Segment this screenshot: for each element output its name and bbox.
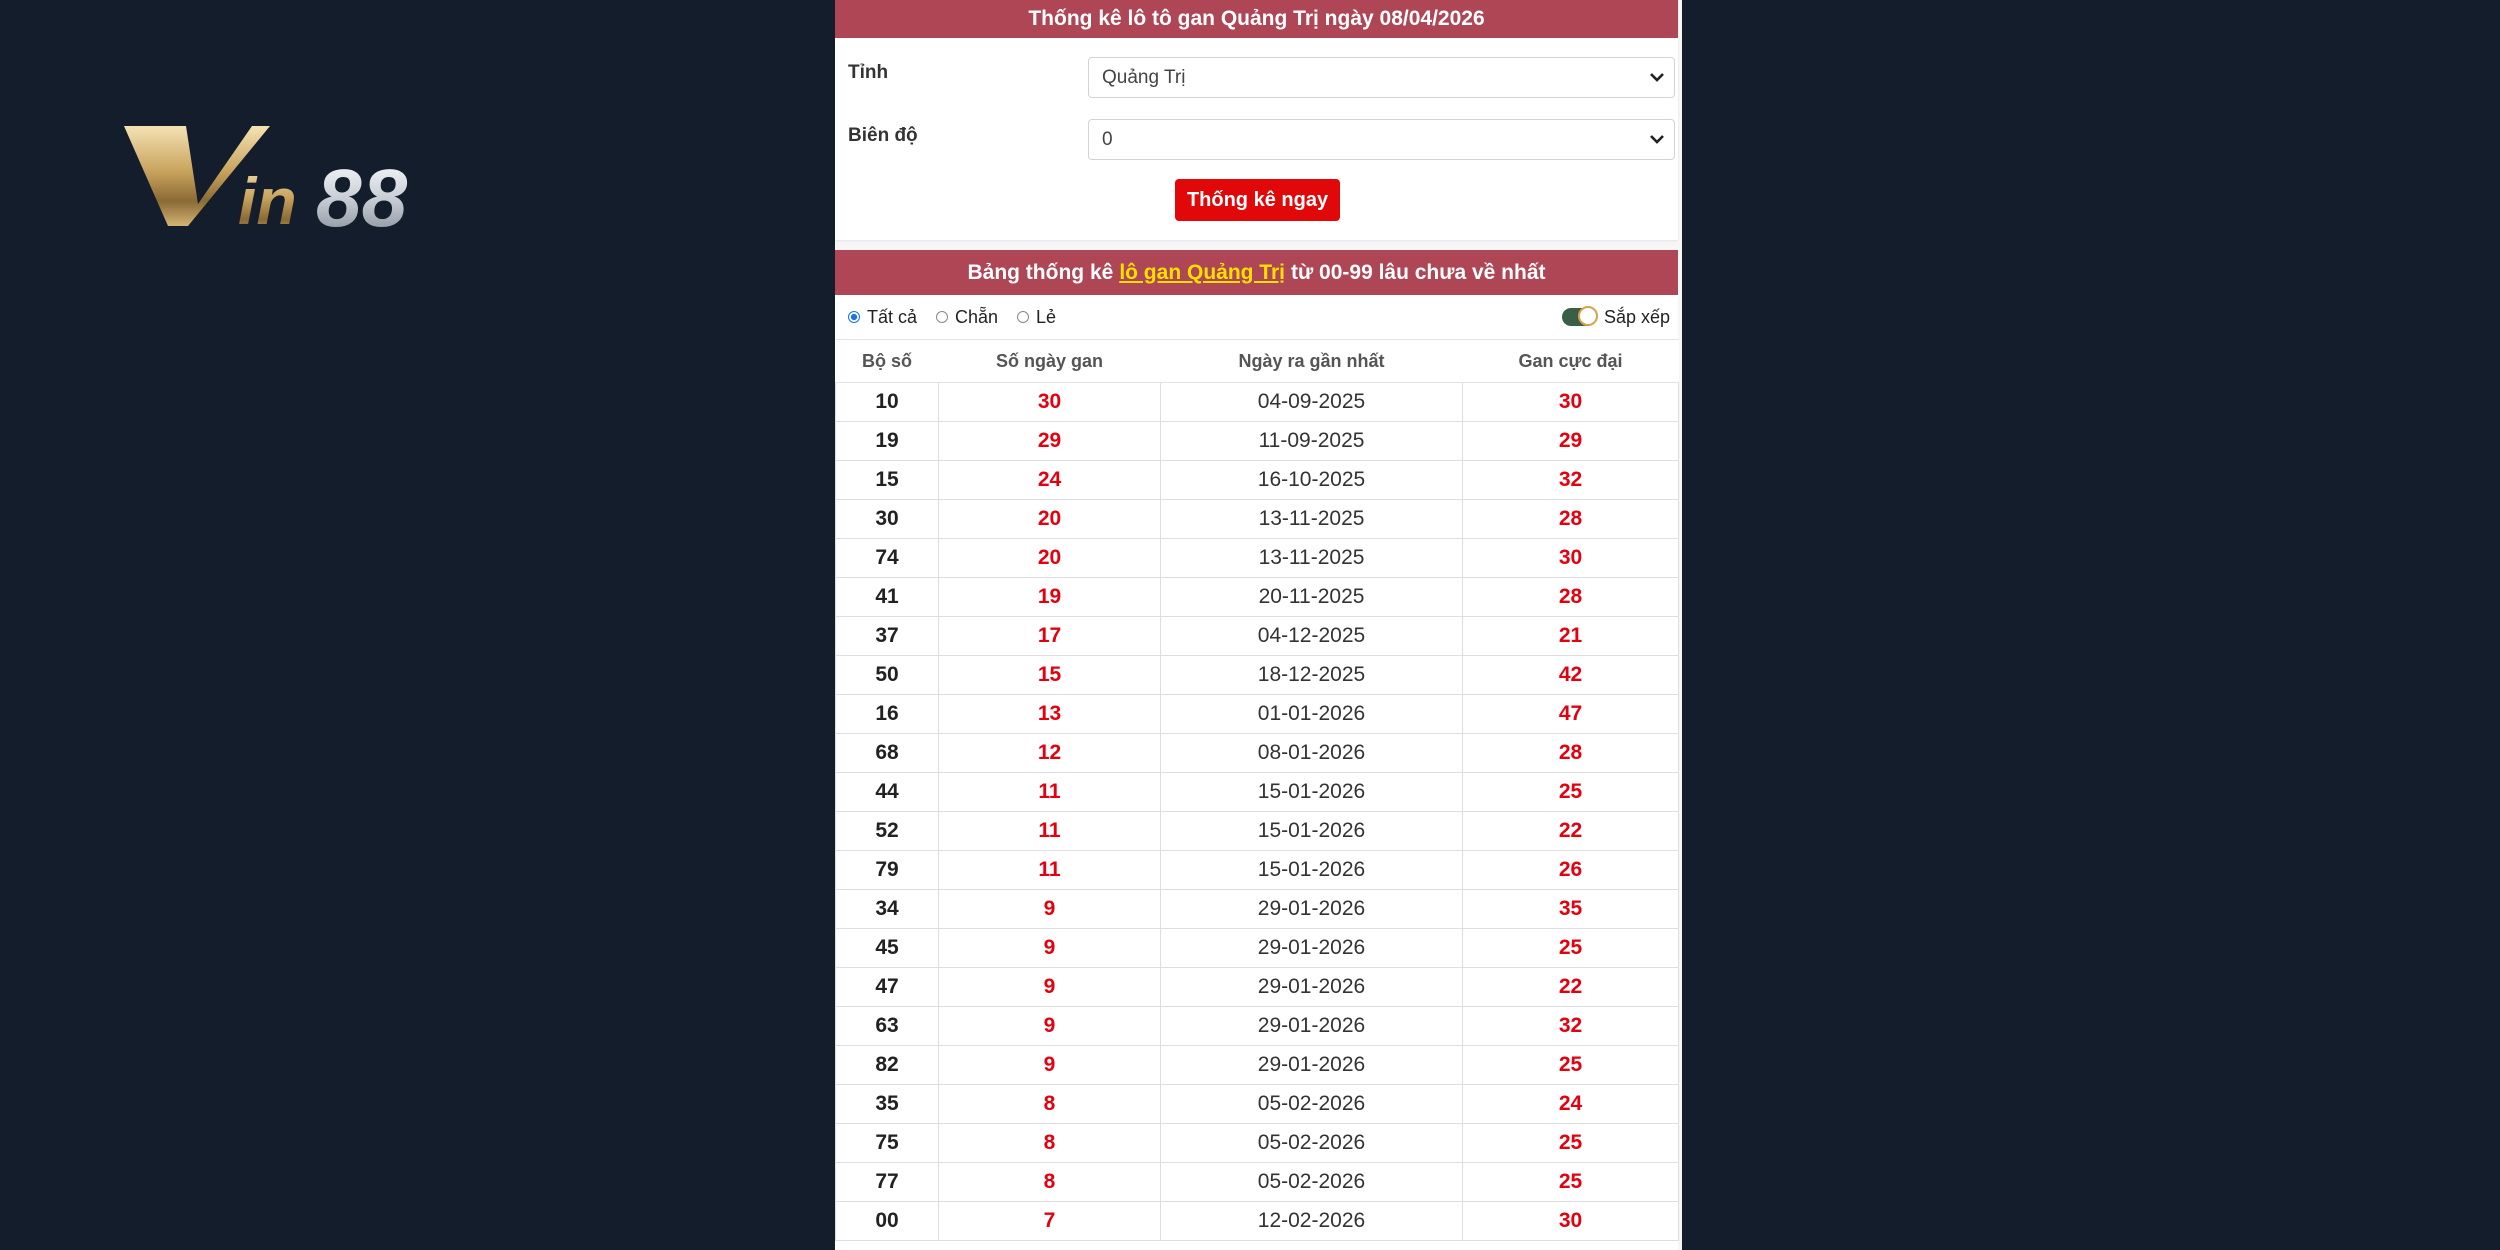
lottery-number-cell: 37 [836,617,939,656]
gan-days-cell: 30 [939,383,1161,422]
table-row [836,617,1679,656]
results-box [835,250,1678,1250]
last-date-cell: 04-09-2025 [1161,383,1463,422]
lottery-stats-panel [835,0,1682,1250]
number-filter-bar [835,295,1678,339]
lottery-number-cell: 77 [836,1163,939,1202]
gan-days-cell: 24 [939,461,1161,500]
results-title [835,250,1678,295]
max-gan-cell: 25 [1463,1163,1679,1202]
lottery-number-cell: 45 [836,929,939,968]
gan-days-cell: 11 [939,812,1161,851]
gan-days-cell: 29 [939,422,1161,461]
gan-days-cell: 20 [939,539,1161,578]
table-row [836,578,1679,617]
max-gan-cell: 28 [1463,578,1679,617]
max-gan-cell: 24 [1463,1085,1679,1124]
max-gan-cell: 42 [1463,656,1679,695]
lottery-number-cell: 16 [836,695,939,734]
table-row [836,1163,1679,1202]
gan-days-cell: 19 [939,578,1161,617]
max-gan-cell: 35 [1463,890,1679,929]
last-date-cell: 05-02-2026 [1161,1163,1463,1202]
province-label: Tỉnh [848,62,889,83]
lottery-number-cell: 15 [836,461,939,500]
max-gan-cell: 32 [1463,461,1679,500]
toggle-switch-icon [1562,308,1596,326]
results-title-prefix: Bảng thống kê [967,260,1114,284]
last-date-cell: 13-11-2025 [1161,500,1463,539]
filter-odd-radio[interactable] [1017,295,1056,339]
max-gan-cell: 32 [1463,1007,1679,1046]
filter-even-label: Chẵn [955,306,999,327]
lottery-number-cell: 30 [836,500,939,539]
max-gan-cell: 26 [1463,851,1679,890]
gan-days-cell: 9 [939,968,1161,1007]
table-row [836,734,1679,773]
range-select[interactable] [1088,119,1675,160]
table-row [836,1124,1679,1163]
radio-unchecked-icon [1017,311,1029,323]
gan-days-cell: 9 [939,1046,1161,1085]
table-row [836,461,1679,500]
gan-days-cell: 8 [939,1163,1161,1202]
column-header: Số ngày gan [939,340,1161,383]
lottery-number-cell: 19 [836,422,939,461]
filter-box-title: Thống kê lô tô gan Quảng Trị ngày 08/04/2026 [835,0,1678,38]
lottery-number-cell: 10 [836,383,939,422]
table-row [836,851,1679,890]
gan-days-cell: 8 [939,1085,1161,1124]
lottery-number-cell: 75 [836,1124,939,1163]
gan-days-cell: 20 [939,500,1161,539]
last-date-cell: 15-01-2026 [1161,812,1463,851]
filter-box [835,0,1678,240]
max-gan-cell: 30 [1463,383,1679,422]
gan-days-cell: 9 [939,929,1161,968]
filter-all-radio[interactable] [848,295,917,339]
lottery-number-cell: 35 [836,1085,939,1124]
max-gan-cell: 28 [1463,734,1679,773]
max-gan-cell: 25 [1463,773,1679,812]
lottery-number-cell: 50 [836,656,939,695]
province-select-value: Quảng Trị [1102,66,1186,88]
lo-gan-table [835,339,1679,1241]
lottery-number-cell: 79 [836,851,939,890]
gan-days-cell: 11 [939,851,1161,890]
filter-all-label: Tất cả [867,306,918,327]
gan-days-cell: 9 [939,890,1161,929]
last-date-cell: 20-11-2025 [1161,578,1463,617]
table-row [836,968,1679,1007]
table-row [836,1046,1679,1085]
lottery-number-cell: 34 [836,890,939,929]
last-date-cell: 08-01-2026 [1161,734,1463,773]
max-gan-cell: 22 [1463,968,1679,1007]
table-row [836,539,1679,578]
table-header-row [836,340,1679,383]
max-gan-cell: 21 [1463,617,1679,656]
last-date-cell: 12-02-2026 [1161,1202,1463,1241]
last-date-cell: 15-01-2026 [1161,773,1463,812]
table-row [836,500,1679,539]
column-header: Ngày ra gần nhất [1161,340,1463,383]
radio-checked-icon [848,311,860,323]
last-date-cell: 05-02-2026 [1161,1124,1463,1163]
max-gan-cell: 29 [1463,422,1679,461]
gan-days-cell: 12 [939,734,1161,773]
max-gan-cell: 30 [1463,539,1679,578]
max-gan-cell: 22 [1463,812,1679,851]
last-date-cell: 29-01-2026 [1161,929,1463,968]
radio-unchecked-icon [936,311,948,323]
last-date-cell: 05-02-2026 [1161,1085,1463,1124]
lottery-number-cell: 44 [836,773,939,812]
lottery-number-cell: 63 [836,1007,939,1046]
last-date-cell: 01-01-2026 [1161,695,1463,734]
lottery-number-cell: 41 [836,578,939,617]
last-date-cell: 18-12-2025 [1161,656,1463,695]
max-gan-cell: 28 [1463,500,1679,539]
gan-days-cell: 9 [939,1007,1161,1046]
lottery-number-cell: 68 [836,734,939,773]
table-row [836,773,1679,812]
lottery-number-cell: 52 [836,812,939,851]
lottery-number-cell: 74 [836,539,939,578]
gan-days-cell: 8 [939,1124,1161,1163]
chevron-down-icon [1648,130,1666,148]
svg-text:88: 88 [316,153,408,238]
results-title-link[interactable]: lô gan Quảng Trị [1119,260,1285,284]
vin88-logo [120,118,490,238]
column-header: Bộ số [836,340,939,383]
gan-days-cell: 7 [939,1202,1161,1241]
table-row [836,929,1679,968]
submit-stats-button[interactable]: Thống kê ngay [1175,179,1340,221]
max-gan-cell: 30 [1463,1202,1679,1241]
last-date-cell: 15-01-2026 [1161,851,1463,890]
chevron-down-icon [1648,68,1666,86]
table-row [836,656,1679,695]
table-row [836,890,1679,929]
results-title-suffix: từ 00-99 lâu chưa về nhất [1291,260,1546,284]
table-row [836,1007,1679,1046]
gan-days-cell: 11 [939,773,1161,812]
last-date-cell: 11-09-2025 [1161,422,1463,461]
gan-days-cell: 15 [939,656,1161,695]
gan-days-cell: 13 [939,695,1161,734]
lottery-number-cell: 00 [836,1202,939,1241]
table-row [836,695,1679,734]
province-select[interactable] [1088,57,1675,98]
max-gan-cell: 25 [1463,1046,1679,1085]
lottery-number-cell: 47 [836,968,939,1007]
sort-toggle[interactable] [1562,295,1670,339]
max-gan-cell: 25 [1463,1124,1679,1163]
max-gan-cell: 47 [1463,695,1679,734]
filter-even-radio[interactable] [936,295,998,339]
range-label: Biên độ [848,125,918,146]
lottery-number-cell: 82 [836,1046,939,1085]
last-date-cell: 13-11-2025 [1161,539,1463,578]
gan-days-cell: 17 [939,617,1161,656]
table-row [836,383,1679,422]
max-gan-cell: 25 [1463,929,1679,968]
table-row [836,1085,1679,1124]
table-row [836,1202,1679,1241]
last-date-cell: 29-01-2026 [1161,1007,1463,1046]
column-header: Gan cực đại [1463,340,1679,383]
svg-text:in: in [238,164,297,238]
filter-odd-label: Lẻ [1036,306,1057,327]
last-date-cell: 29-01-2026 [1161,1046,1463,1085]
last-date-cell: 29-01-2026 [1161,890,1463,929]
sort-label: Sắp xếp [1603,306,1670,327]
table-row [836,812,1679,851]
range-select-value: 0 [1102,128,1113,150]
last-date-cell: 04-12-2025 [1161,617,1463,656]
last-date-cell: 29-01-2026 [1161,968,1463,1007]
last-date-cell: 16-10-2025 [1161,461,1463,500]
table-row [836,422,1679,461]
